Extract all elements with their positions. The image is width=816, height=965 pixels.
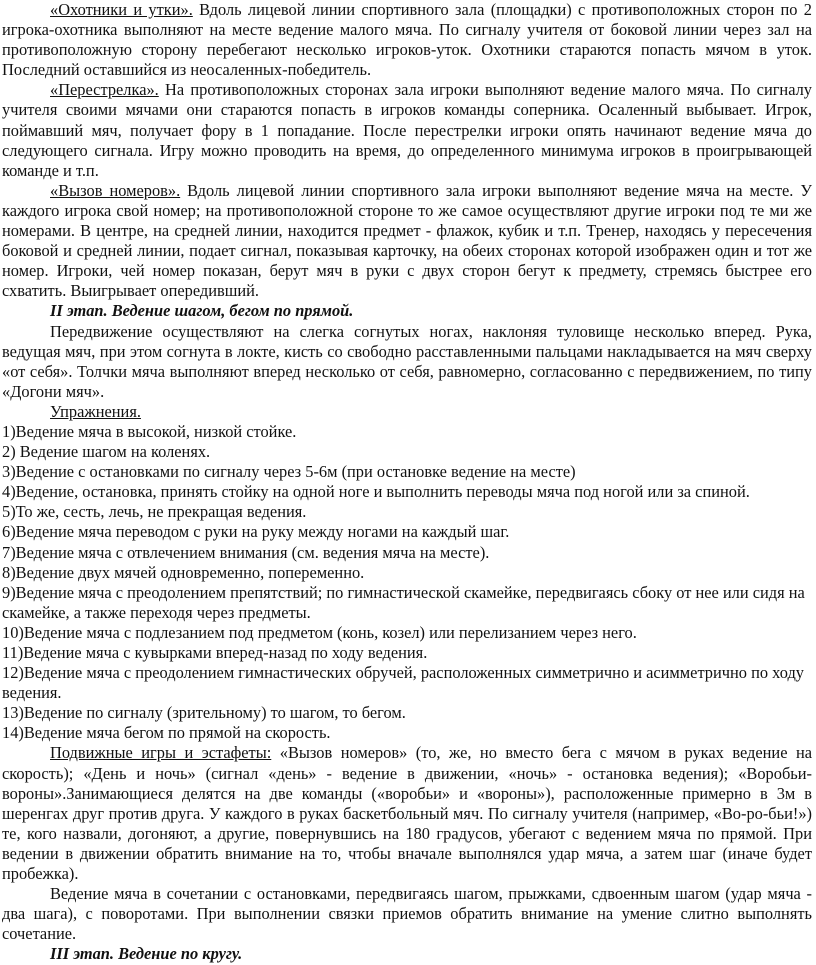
exercise-item: 2) Ведение шагом на коленях.: [2, 442, 211, 462]
game-title-number-call: «Вызов номеров».: [50, 180, 181, 200]
paragraph-combination: Ведение мяча в сочетании с остановками, передвигаясь шагом, прыжками, сдвоенным шагом (удар мяча - два шага), с поворотами. При выполнении связки приемов обратить внимание на умение слитно выполнять сочетание.: [2, 884, 812, 944]
exercise-item: 3)Ведение с остановками по сигналу через 5-6м (при остановке ведение на месте): [2, 462, 576, 482]
exercise-item: 10)Ведение мяча с подлезанием под предметом (конь, козел) или перелизанием через него.: [2, 622, 637, 642]
stage-2-heading: II этап. Ведение шагом, бегом по прямой.: [50, 301, 354, 321]
exercise-item: 7)Ведение мяча с отвлечением внимания (см. ведения мяча на месте).: [2, 542, 490, 562]
exercise-item: 12)Ведение мяча с преодолением гимнастических обручей, расположенных симметрично и асимметрично по ходу ведения.: [2, 663, 804, 703]
games-relays-title: Подвижные игры и эстафеты:: [50, 743, 272, 763]
exercise-item: 4)Ведение, остановка, принять стойку на одной ноге и выполнить переводы мяча под ногой или за спиной.: [2, 482, 750, 502]
games-relays-text: «Вызов номеров» (то, же, но вместо бега с мячом в руках ведение на скорость); «День и ночь» (сигнал «день» - ведение в движении, «ночь» - остановка ведения); «Воробьи-вороны».Занимающиеся делятся на две команды («воробьи» и «вороны»), расположенные примерно в 3м в шеренгах друг против друга. У каждого в руках баскетбольный мяч. По сигналу учителя (например, «Во-ро-бьи!») те, кого назвали, догоняют, а другие, повернувшись на 180 градусов, убегают с ведением мяча по прямой. При ведении в движении обратить внимание на то, чтобы вначале выполнялся удар мяча, а затем шаг (иначе будет пробежка).: [2, 743, 812, 884]
paragraph-games-and-relays: [2, 743, 812, 884]
exercises-heading-line: [2, 402, 812, 422]
exercise-item: 11)Ведение мяча с кувырками вперед-назад по ходу ведения.: [2, 643, 428, 662]
game-text-shootout: На противоположных сторонах зала игроки выполняют ведение малого мяча. По сигналу учителя своими мячами они стараются попасть в игроков команды соперника. Осаленный выбывает. Игрок, поймавший мяч, получает фору в 1 попадание. После перестрелки игроки опять начинают ведение мяча до следующего сигнала. Игру можно проводить на время, до определенного минимума игроков в проигрывающей команде и т.п.: [2, 80, 812, 180]
stage-2-description: Передвижение осуществляют на слегка согнутых ногах, наклоняя туловище несколько вперед. Рука, ведущая мяч, при этом согнута в локте, кисть со свободно расставленными пальцами накладывается на мяч сверху «от себя». Толчки мяча выполняют вперед несколько от себя, равномерно, согласованно с передвижением, по типу «Догони мяч».: [2, 321, 812, 401]
exercise-item: 8)Ведение двух мячей одновременно, попеременно.: [2, 562, 365, 582]
game-title-shootout: «Перестрелка».: [50, 80, 159, 100]
game-title-hunters-and-ducks: «Охотники и утки».: [50, 0, 193, 19]
paragraph-hunters-and-ducks: [2, 0, 812, 80]
game-text-number-call: Вдоль лицевой линии спортивного зала игроки выполняют ведение мяча на месте. У каждого игрока свой номер; на противоположной стороне то же самое осуществляют другие игроки под те ми же номерами. В центре, на средней линии, находится предмет - флажок, кубик и т.п. Тренер, находясь у пересечения боковой и средней линии, подает сигнал, показывая карточку, на обеих сторонах которой изображен один и тот же номер. Игроки, чей номер показан, берут мяч в руки с двух сторон бегут к предмету, стремясь быстрее его схватить. Выигрывает опередивший.: [2, 180, 812, 301]
exercises-heading: Упражнения.: [50, 401, 141, 421]
exercise-item: 1)Ведение мяча в высокой, низкой стойке.: [2, 421, 297, 441]
stage-3-heading: III этап. Ведение по кругу.: [50, 944, 243, 964]
exercise-item: 14)Ведение мяча бегом по прямой на скорость.: [2, 723, 331, 743]
exercise-item: 13)Ведение по сигналу (зрительному) то шагом, то бегом.: [2, 703, 406, 723]
exercise-item: 9)Ведение мяча с преодолением препятствий; по гимнастической скамейке, передвигаясь сбоку от нее или сидя на скамейке, а также переходя через предметы.: [2, 582, 805, 622]
paragraph-shootout: [2, 80, 812, 180]
exercise-item: 5)То же, сесть, лечь, не прекращая ведения.: [2, 502, 307, 522]
game-text-hunters-and-ducks: Вдоль лицевой линии спортивного зала (площадки) с противоположных сторон по 2 игрока-охотника выполняют на месте ведение малого мяча. По сигналу учителя от боковой линии через зал на противоположную сторону перебегают несколько игроков-уток. Охотники стараются попасть мячом в уток. Последний оставшийся из неосаленных-победитель.: [2, 0, 812, 80]
paragraph-number-call: [2, 181, 812, 302]
exercise-item: 6)Ведение мяча переводом с руки на руку между ногами на каждый шаг.: [2, 522, 510, 542]
